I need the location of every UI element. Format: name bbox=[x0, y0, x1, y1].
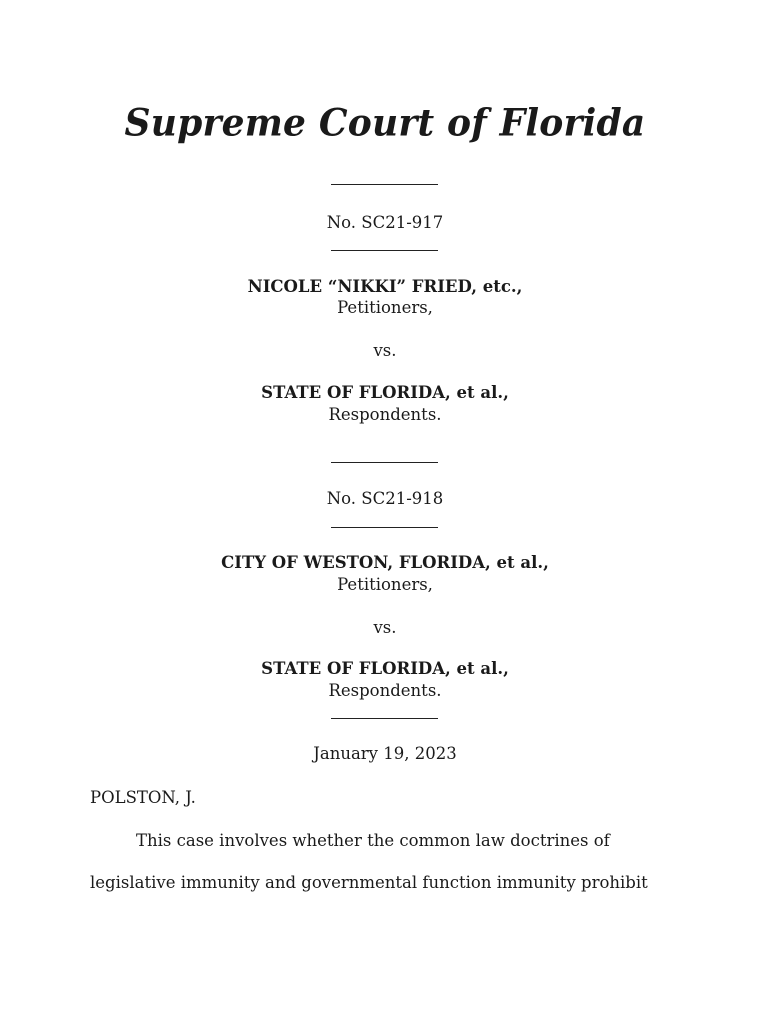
petitioner-name-2: CITY OF WESTON, FLORIDA, et al., bbox=[221, 553, 549, 572]
case-number-1: No. SC21-917 bbox=[326, 213, 444, 232]
versus-1: vs. bbox=[373, 341, 397, 360]
divider-rule bbox=[331, 250, 438, 251]
divider-rule bbox=[331, 462, 438, 463]
versus-2: vs. bbox=[373, 618, 397, 637]
decision-date: January 19, 2023 bbox=[313, 744, 457, 763]
petitioner-role-1: Petitioners, bbox=[337, 298, 433, 317]
divider-rule bbox=[331, 527, 438, 528]
body-text-line: This case involves whether the common law doctrines of bbox=[136, 831, 610, 850]
petitioner-name-1: NICOLE “NIKKI” FRIED, etc., bbox=[247, 277, 523, 296]
divider-rule bbox=[331, 184, 438, 185]
respondent-name-1: STATE OF FLORIDA, et al., bbox=[261, 383, 509, 402]
respondent-role-2: Respondents. bbox=[328, 681, 442, 700]
respondent-role-1: Respondents. bbox=[328, 405, 442, 424]
divider-rule bbox=[331, 718, 438, 719]
respondent-name-2: STATE OF FLORIDA, et al., bbox=[261, 659, 509, 678]
opinion-author: POLSTON, J. bbox=[90, 788, 196, 807]
petitioner-role-2: Petitioners, bbox=[337, 575, 433, 594]
court-title: Supreme Court of Florida bbox=[124, 100, 646, 146]
body-text-line: legislative immunity and governmental function immunity prohibit bbox=[90, 873, 648, 892]
case-number-2: No. SC21-918 bbox=[326, 489, 444, 508]
